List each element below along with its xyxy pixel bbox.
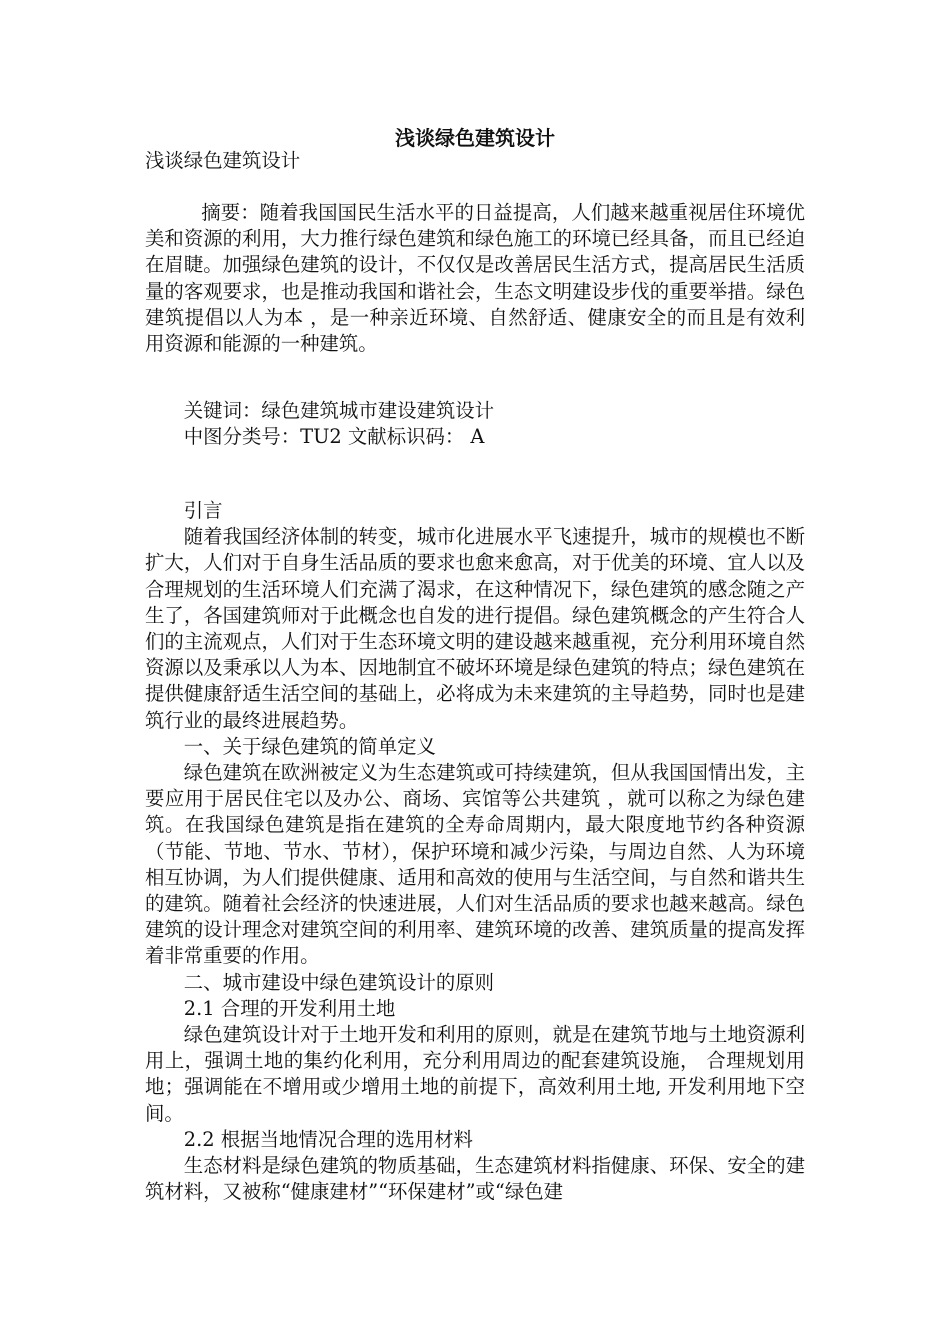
section2-1-paragraph: 绿色建筑设计对于土地开发和利用的原则，就是在建筑节地与土地资源利用上，强调土地的集约化利用，充分利用周边的配套建筑设施， 合理规划用地；强调能在不增用或少增用土地的前提下，高效利用土地, 开发利用地下空间。 [145,1023,805,1125]
body-section [145,498,805,1205]
section2-2-paragraph: 生态材料是绿色建筑的物质基础，生态建筑材料指健康、环保、安全的建筑材料，又被称“健康建材”“环保建材”或“绿色建 [145,1154,805,1204]
document-title: 浅谈绿色建筑设计 [395,126,555,150]
section2-2-heading: 2.2 根据当地情况合理的选用材料 [183,1127,473,1151]
section1-heading: 一、关于绿色建筑的简单定义 [183,734,436,758]
document-subtitle: 浅谈绿色建筑设计 [145,149,301,172]
abstract-paragraph: 摘要：随着我国国民生活水平的日益提高，人们越来越重视居住环境优美和资源的利用，大力推行绿色建筑和绿色施工的环境已经具备，而且已经迫在眉睫。加强绿色建筑的设计，不仅仅是改善居民生活方式，提高居民生活质量的客观要求，也是推动我国和谐社会，生态文明建设步伐的重要举措。绿色建筑提倡以人为本 ，是一种亲近环境、自然舒适、健康安全的而且是有效利用资源和能源的一种建筑。 [145,201,805,356]
keywords-line: 关键词：绿色建筑城市建设建筑设计 [183,399,495,422]
classification-line: 中图分类号：TU2 文献标识码： A [183,425,485,449]
keywords-section [145,398,805,450]
intro-heading: 引言 [183,499,223,522]
intro-paragraph: 随着我国经济体制的转变，城市化进展水平飞速提升，城市的规模也不断扩大，人们对于自身生活品质的要求也愈来愈高，对于优美的环境、宜人以及合理规划的生活环境人们充满了渴求，在这种情况下，绿色建筑的感念随之产生了，各国建筑师对于此概念也自发的进行提倡。绿色建筑概念的产生符合人们的主流观点，人们对于生态环境文明的建设越来越重视，充分利用环境自然资源以及秉承以人为本、因地制宜不破坏环境是绿色建筑的特点；绿色建筑在提供健康舒适生活空间的基础上，必将成为未来建筑的主导趋势，同时也是建筑行业的最终进展趋势。 [145,525,805,732]
section2-heading: 二、城市建设中绿色建筑设计的原则 [183,970,495,994]
section1-paragraph: 绿色建筑在欧洲被定义为生态建筑或可持续建筑，但从我国国情出发，主要应用于居民住宅以及办公、商场、宾馆等公共建筑 ，就可以称之为绿色建筑。在我国绿色建筑是指在建筑的全寿命周期内，最大限度地节约各种资源（节能、节地、节水、节材），保护环境和减少污染，与周边自然、人为环境相互协调，为人们提供健康、适用和高效的使用与生活空间，与自然和谐共生的建筑。随着社会经济的快速进展，人们对生活品质的要求也越来越高。绿色建筑的设计理念对建筑空间的利用率、建筑环境的改善、建筑质量的提高发挥着非常重要的作用。 [145,761,805,968]
abstract-section [145,200,805,357]
section2-1-heading: 2.1 合理的开发利用土地 [183,996,396,1020]
